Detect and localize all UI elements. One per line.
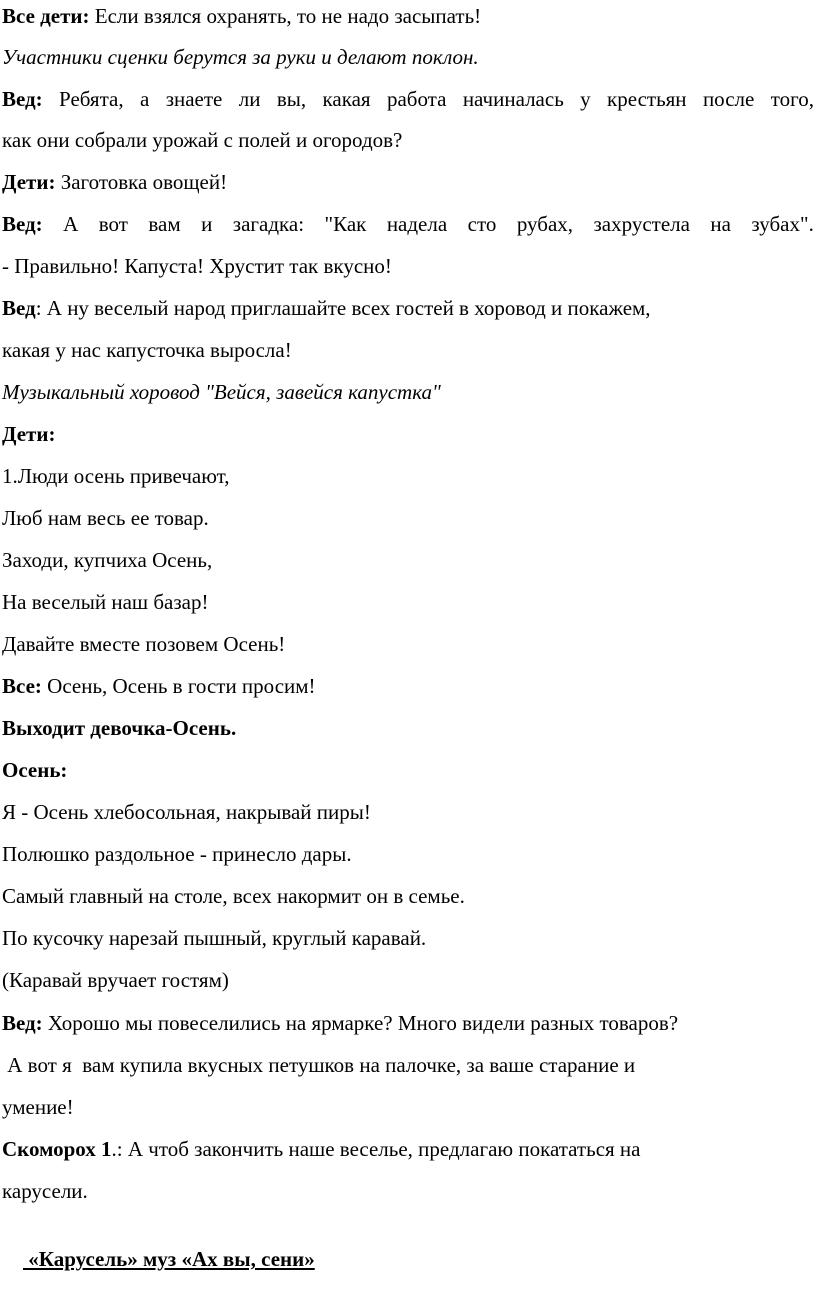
verse-line: Люб нам весь ее товар. <box>2 506 209 530</box>
stage-direction: Выходит девочка-Осень. <box>2 716 237 740</box>
line-all-call <box>2 673 814 699</box>
line-text: карусели. <box>2 1179 88 1203</box>
line-text: - Правильно! Капуста! Хрустит так вкусно! <box>2 254 392 278</box>
word: на <box>710 212 731 236</box>
line-children-answer <box>2 169 814 195</box>
verse-line: Давайте вместе позовем Осень! <box>2 632 286 656</box>
speaker-label: Скоморох 1 <box>2 1137 112 1161</box>
word: загадка: <box>232 212 305 236</box>
line-text: Заготовка овощей! <box>55 170 228 194</box>
line-text: Хорошо мы повеселились на ярмарке? Много видели разных товаров? <box>42 1011 679 1035</box>
speaker-label: Вед: <box>2 212 43 236</box>
word: того, <box>770 87 814 111</box>
word: крестьян <box>607 87 687 111</box>
verse-line: На веселый наш базар! <box>2 590 209 614</box>
line-text: умение! <box>2 1095 74 1119</box>
word: "Как <box>324 212 367 236</box>
line-presenter-fair <box>2 1010 814 1036</box>
stage-direction: (Каравай вручает гостям) <box>2 968 229 992</box>
speaker-label: Вед: <box>2 1011 43 1035</box>
word: вам <box>148 212 181 236</box>
word: Ребята, <box>59 87 124 111</box>
line-riddle <box>2 211 814 237</box>
line-text: Осень, Осень в гости просим! <box>41 674 316 698</box>
line-presenter-question <box>2 86 814 112</box>
speaker-label: Дети: <box>2 422 56 446</box>
word: ли <box>238 87 261 111</box>
speaker-label: Осень: <box>2 758 68 782</box>
song-title-text: «Карусель» муз «Ах вы, сени» <box>23 1247 315 1271</box>
word: после <box>702 87 755 111</box>
verse-line: Полюшко раздольное - принесло дары. <box>2 842 352 866</box>
verse-line: По кусочку нарезай пышный, круглый каравай. <box>2 926 427 950</box>
speaker-label: Дети: <box>2 170 56 194</box>
stage-direction: Участники сценки берутся за руки и делают поклон. <box>2 45 479 69</box>
line-all-children <box>2 3 814 29</box>
line-text: какая у нас капусточка выросла! <box>2 338 292 362</box>
word: и <box>201 212 213 236</box>
word: вот <box>98 212 128 236</box>
speaker-label: Все: <box>2 674 42 698</box>
line-text: А вот я вам купила вкусных петушков на палочке, за ваше старание и <box>2 1053 636 1077</box>
word: работа <box>386 87 447 111</box>
speaker-label: Вед <box>2 296 36 320</box>
verse-line: 1.Люди осень привечают, <box>2 464 230 488</box>
line-jester <box>2 1136 814 1162</box>
word: сто <box>467 212 497 236</box>
line-text: Если взялся охранять, то не надо засыпать! <box>89 4 482 28</box>
line-presenter-invite <box>2 295 814 321</box>
word: знаете <box>165 87 223 111</box>
word: какая <box>322 87 371 111</box>
word: вы, <box>276 87 307 111</box>
word: начиналась <box>462 87 564 111</box>
verse-line: Заходи, купчиха Осень, <box>2 548 213 572</box>
word: А <box>63 212 79 236</box>
word: зубах". <box>751 212 814 236</box>
line-text: как они собрали урожай с полей и огородов? <box>2 128 403 152</box>
word: надела <box>386 212 448 236</box>
speaker-label: Все дети: <box>2 4 90 28</box>
line-text: .: А чтоб закончить наше веселье, предлагаю покататься на <box>111 1137 641 1161</box>
word: захрустела <box>593 212 690 236</box>
song-title <box>2 1220 814 1298</box>
word: рубах, <box>516 212 574 236</box>
word: а <box>139 87 150 111</box>
stage-direction: Музыкальный хоровод "Вейся, завейся капустка" <box>2 380 441 404</box>
word: у <box>580 87 591 111</box>
verse-line: Самый главный на столе, всех накормит он в семье. <box>2 884 465 908</box>
line-text: : А ну веселый народ приглашайте всех гостей в хоровод и покажем, <box>35 296 651 320</box>
speaker-label: Вед: <box>2 87 43 111</box>
verse-line: Я - Осень хлебосольная, накрывай пиры! <box>2 800 371 824</box>
